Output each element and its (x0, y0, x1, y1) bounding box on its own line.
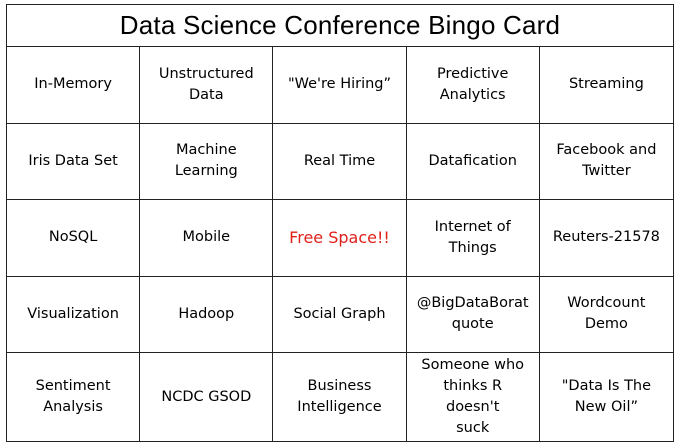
bingo-cell: NoSQL (7, 200, 140, 277)
bingo-cell: Social Graph (273, 277, 406, 354)
bingo-cell: Machine Learning (140, 124, 273, 201)
bingo-cell: Wordcount Demo (540, 277, 673, 354)
bingo-cell: Facebook and Twitter (540, 124, 673, 201)
bingo-cell: In-Memory (7, 47, 140, 124)
title-bar (7, 5, 673, 47)
bingo-cell: Unstructured Data (140, 47, 273, 124)
bingo-cell: Internet of Things (407, 200, 540, 277)
bingo-cell: Reuters-21578 (540, 200, 673, 277)
bingo-cell: Sentiment Analysis (7, 353, 140, 441)
bingo-cell: Mobile (140, 200, 273, 277)
bingo-cell: Predictive Analytics (407, 47, 540, 124)
bingo-grid (7, 47, 673, 441)
bingo-cell: Visualization (7, 277, 140, 354)
bingo-cell: Datafication (407, 124, 540, 201)
bingo-cell: Real Time (273, 124, 406, 201)
bingo-cell: Hadoop (140, 277, 273, 354)
bingo-cell: Business Intelligence (273, 353, 406, 441)
bingo-cell: "We're Hiring” (273, 47, 406, 124)
bingo-cell: @BigDataBorat quote (407, 277, 540, 354)
bingo-cell: Someone who thinks R doesn't suck (407, 353, 540, 441)
card-title: Data Science Conference Bingo Card (119, 10, 561, 40)
bingo-cell: Streaming (540, 47, 673, 124)
free-space-cell: Free Space!! (273, 200, 406, 277)
bingo-cell: "Data Is The New Oil” (561, 378, 652, 415)
bingo-cell: NCDC GSOD (140, 353, 273, 441)
bingo-card (6, 4, 674, 442)
bingo-cell: Iris Data Set (7, 124, 140, 201)
